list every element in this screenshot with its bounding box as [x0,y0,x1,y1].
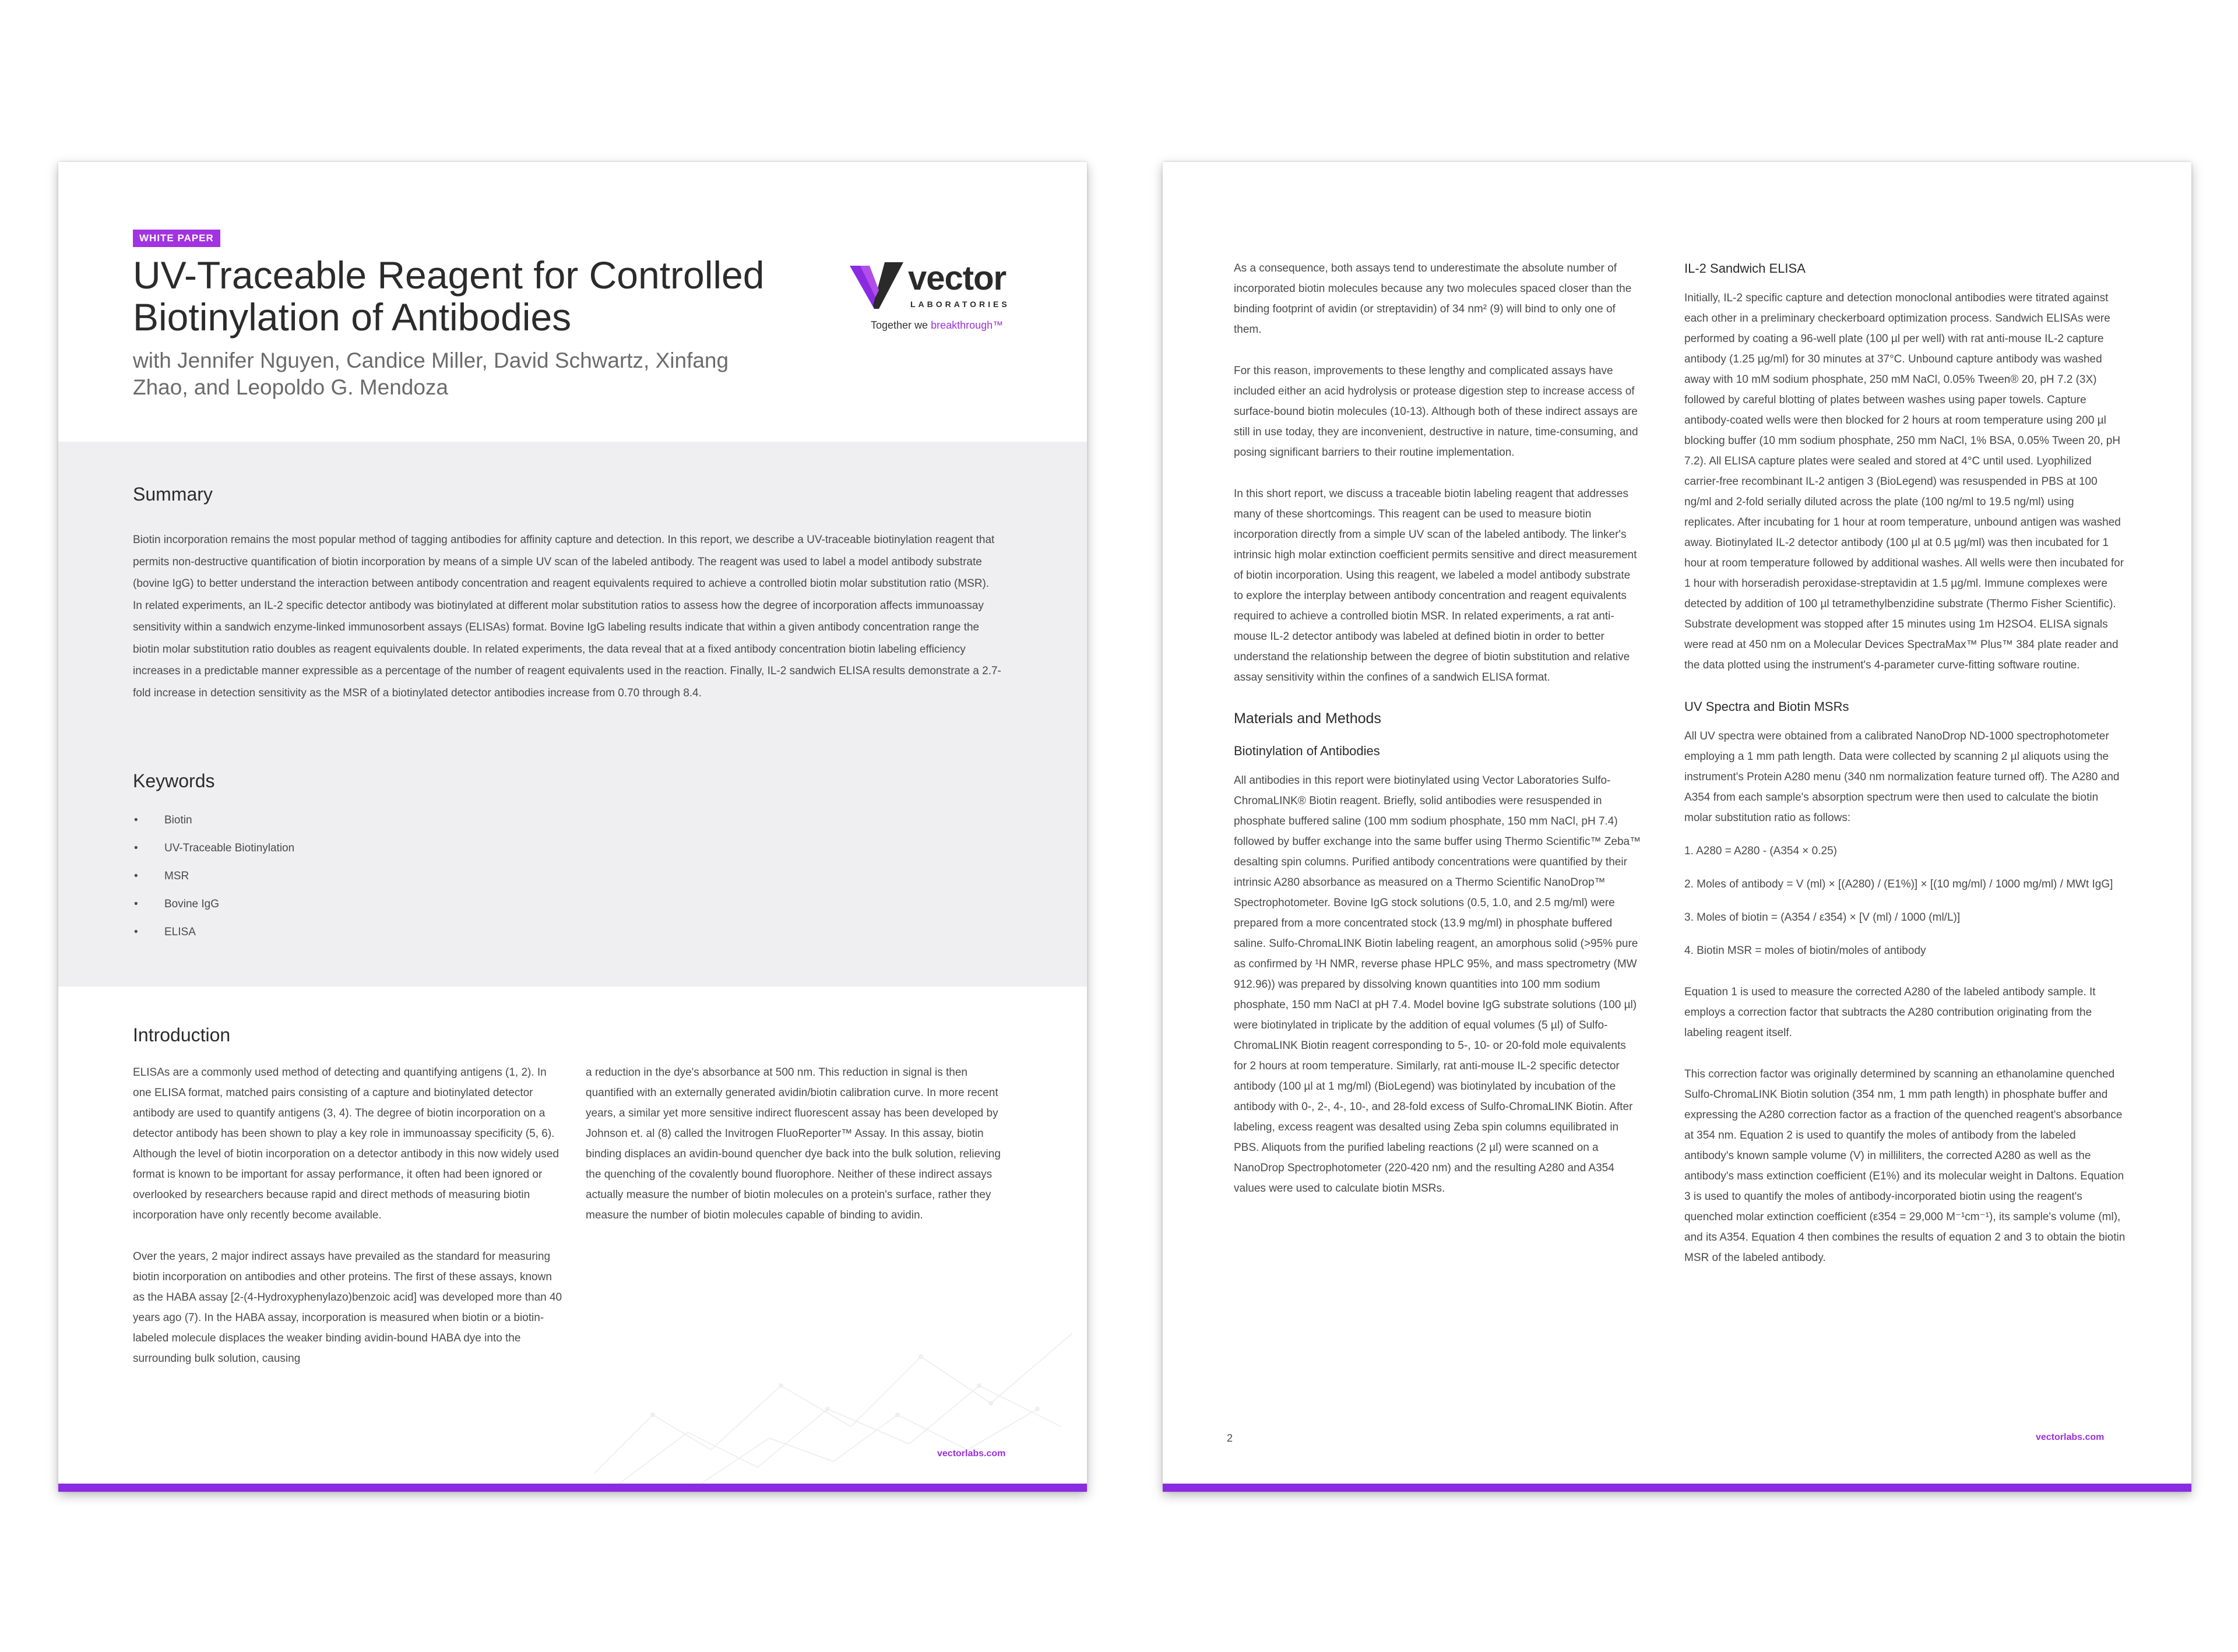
keyword-item: • UV-Traceable Biotinylation [133,834,294,862]
document-page-1 [58,162,1087,1492]
body-paragraph: As a consequence, both assays tend to underestimate the absolute number of incorporated biotin molecules because any two molecules spaced closer than the binding footprint of avidin (or streptavidin) of 34 nm² (9) will bind to only one of them. [1234,262,1632,336]
keyword-item: • MSR [133,862,294,890]
equation-4: 4. Biotin MSR = moles of biotin/moles of antibody [1684,945,1926,957]
white-paper-badge: WHITE PAPER [133,230,220,247]
keywords-heading: Keywords [133,770,215,791]
equation-3: 3. Moles of biotin = (A354 / ε354) × [V (ml) / 1000 (ml/L)] [1684,911,1961,924]
molecule-watermark-graphic [583,1240,1084,1485]
summary-text: Biotin incorporation remains the most popular method of tagging antibodies for affinity capture and detection. In this report, we describe a UV-traceable biotinylation reagent that permits non-destructive quantification of biotin incorporation by means of a simple UV scan of the labeled antibody. The reagent was used to label a model antibody substrate (bovine IgG) to better understand the interaction between antibody concentration and reagent equivalents required to achieve a controlled biotin molar substitution ratio (MSR). In related experiments, an IL-2 specific detector antibody was biotinylated at different molar substitution ratios to assess how the degree of incorporation affects immunoassay sensitivity within a sandwich enzyme-linked immunosorbent assays (ELISAs) format. Bovine IgG labeling results indicate that within a given antibody concentration range the biotin molar substitution ratio doubles as reagent equivalents double. In related experiments, the data reveal that at a fixed antibody concentration biotin labeling efficiency increases in a predictable manner expressible as a percentage of the number of reagent equivalents used in the reaction. Finally, IL-2 sandwich ELISA results demonstrate a 2.7-fold increase in detection sensitivity as the MSR of a biotinylated detector antibodies increase from 0.70 through 8.4. [133,534,1001,699]
body-paragraph: Initially, IL-2 specific capture and detection monoclonal antibodies were titrated against each other in a preliminary checkerboard optimization process. Sandwich ELISAs were performed by coating a 96-well plate (100 µl per well) with rat anti-mouse IL-2 capture antibody (1.25 µg/ml) for 30 minutes at 37°C. Unbound capture antibody was washed away with 10 mM sodium phosphate, 250 mM NaCl, 0.05% Tween® 20, pH 7.2 (3X) followed by careful blotting of plates between washes using paper towels. Capture antibody-coated wells were then blocked for 2 hours at room temperature using 200 µl blocking buffer (10 mm sodium phosphate, 250 mm NaCl, 1% BSA, 0.05% Tween 20, pH 7.2). All ELISA capture plates were sealed and stored at 4°C until used. Lyophilized carrier-free recombinant IL-2 antigen 3 (BioLegend) was resuspended in PBS at 100 ng/ml and 2-fold serially diluted across the plate (100 ng/ml to 19.5 ng/ml) using replicates. After incubating for 1 hour at room temperature, unbound antigen was washed away. Biotinylated IL-2 detector antibody (100 µl at 0.5 µg/ml) was then incubated for 1 hour at room temperature followed by additional washes. All wells were then incubated for 1 hour with horseradish peroxidase-streptavidin at 1.5 µg/ml. Immune complexes were detected by addition of 100 µl tetramethylbenzidine substrate (Thermo Fisher Scientific). Substrate development was stopped after 15 minutes using 1m H2SO4. ELISA signals were read at 450 nm on a Molecular Devices SpectraMax™ Plus™ 384 plate reader and the data plotted using the instrument's 4-parameter curve-fitting software routine. [1684,292,2124,671]
uv-spectra-heading: UV Spectra and Biotin MSRs [1684,699,1849,714]
biotinylation-heading: Biotinylation of Antibodies [1234,744,1380,758]
tagline-prefix: Together we [871,319,931,331]
body-paragraph: For this reason, improvements to these lengthy and complicated assays have included either an acid hydrolysis or protease digestion step to increase access of surface-bound biotin molecules (10-13). Although both of these indirect assays are still in use today, they are inconvenient, destructive in nature, time-consuming, and posing significant barriers to their routine implementation. [1234,365,1638,459]
introduction-column-1 [133,1062,564,1390]
body-paragraph: Equation 1 is used to measure the corrected A280 of the labeled antibody sample. It employs a correction factor that subtracts the A280 contribution originating from the labeling reagent itself. [1684,986,2096,1039]
keyword-item: • Biotin [133,806,294,834]
body-paragraph: All antibodies in this report were biotinylated using Vector Laboratories Sulfo-ChromaLINK® Biotin reagent. Briefly, solid antibodies were resuspended in phosphate buffered saline (100 mm sodium phosphate, 150 mm NaCl, pH 7.4) followed by buffer exchange into the same buffer using Thermo Scientific™ Zeba™ desalting spin columns. Purified antibody concentrations were quantified by their intrinsic A280 absorbance as measured on a Thermo Scientific NanoDrop™ Spectrophotometer. Bovine IgG stock solutions (0.5, 1.0, and 2.5 mg/ml) were prepared from a more concentrated stock (13.9 mg/ml) in phosphate buffered saline. Sulfo-ChromaLINK Biotin labeling reagent, an amorphous solid (>95% pure as confirmed by ¹H NMR, reverse phase HPLC 95%, and mass spectrometry (MW 912.96)) was prepared by dissolving known quantities into 100 mm sodium phosphate, 150 mm NaCl at pH 7.4. Model bovine IgG substrate solutions (100 µl) were biotinylated in triplicate by the addition of equal volumes (5 µl) of Sulfo-ChromaLINK Biotin reagent corresponding to 5-, 10- or 20-fold mole equivalents for 2 hours at room temperature. Similarly, rat anti-mouse IL-2 specific detector antibody (100 µl at 1 mg/ml) (BioLegend) was biotinylated by incubation of the antibody with 0-, 2-, 4-, 10-, and 28-fold excess of Sulfo-ChromaLINK Biotin. After labeling, excess reagent was desalted using Zeba spin columns equilibrated in PBS. Aliquots from the purified labeling reactions (2 µl) were scanned on a NanoDrop Spectrophotometer (220-420 nm) and the resulting A280 and A354 values were used to calculate biotin MSRs. [1234,774,1641,1195]
footer-link[interactable]: vectorlabs.com [937,1449,1006,1459]
il2-elisa-heading: IL-2 Sandwich ELISA [1684,261,1806,276]
page-number: 2 [1227,1432,1233,1444]
equation-2: 2. Moles of antibody = V (ml) × [(A280) / (E1%)] × [(10 mg/ml) / 1000 mg/ml) / MWt IgG] [1684,878,2113,890]
keyword-item: • Bovine IgG [133,890,294,918]
page-bottom-bar [1163,1484,2191,1492]
summary-section [58,442,1087,987]
intro-paragraph: Over the years, 2 major indirect assays have prevailed as the standard for measuring biotin incorporation on antibodies and other proteins. The first of these assays, known as the HABA assay [2-(4-Hydroxyphenylazo)benzoic acid] was developed more than 40 years ago (7). In the HABA assay, incorporation is measured when biotin or a biotin-labeled molecule displaces the weaker binding avidin-bound HABA dye into the surrounding bulk solution, causing [133,1251,562,1365]
intro-paragraph: a reduction in the dye's absorbance at 500 nm. This reduction in signal is then quantified with an externally generated avidin/biotin calibration curve. In more recent years, a similar yet more sensitive indirect fluorescent assay has been developed by Johnson et. al (8) called the Invitrogen FluoReporter™ Assay. In this assay, biotin binding displaces an avidin-bound quencher dye back into the bulk solution, relieving the quenching of the covalently bound fluorophore. Neither of these indirect assays actually measure the number of biotin molecules on a protein's surface, rather they measure the number of biotin molecules capable of binding to avidin. [586,1066,1001,1221]
logo-brand-text: vector [908,259,1007,297]
page2-column-2 [1684,258,2127,1289]
summary-heading: Summary [133,484,213,505]
introduction-column-2 [586,1062,1017,1246]
body-paragraph: All UV spectra were obtained from a calibrated NanoDrop ND-1000 spectrophotometer employing a 1 mm path length. Data were collected by scanning 2 µl aliquots using the instrument's Protein A280 menu (340 nm normalization feature turned off). The A280 and A354 from each sample's absorption spectrum were then used to calculate the biotin molar substitution ratio as follows: [1684,730,2120,824]
logo-tagline [871,319,1003,332]
keyword-item: • ELISA [133,918,294,946]
page2-column-1 [1234,258,1642,1220]
introduction-heading: Introduction [133,1024,231,1045]
body-paragraph: This correction factor was originally determined by scanning an ethanolamine quenched Sulfo-ChromaLINK Biotin solution (354 nm, 1 mm path length) in phosphate buffer and expressing the A280 correction factor as a fraction of the quenched reagent's absorbance at 354 nm. Equation 2 is used to quantify the moles of antibody from the labeled antibody's known sample volume (V) in milliliters, the corrected A280 as well as the antibody's mass extinction coefficient (E1%) and its molecular weight in Daltons. Equation 3 is used to quantify the moles of antibody-incorporated biotin using the reagent's quenched molar extinction coefficient (ε354 = 29,000 M⁻¹cm⁻¹), its sample's volume (ml), and its A354. Equation 4 then combines the results of equation 2 and 3 to obtain the biotin MSR of the labeled antibody. [1684,1068,2126,1264]
tagline-accent: breakthrough™ [931,319,1004,331]
page-bottom-bar [58,1484,1087,1492]
equation-1: 1. A280 = A280 - (A354 × 0.25) [1684,845,1837,857]
vector-logo-mark-icon [850,262,906,311]
footer-link[interactable]: vectorlabs.com [2036,1432,2105,1442]
body-paragraph: In this short report, we discuss a traceable biotin labeling reagent that addresses many of these shortcomings. This reagent can be used to measure biotin incorporation directly from a simple UV scan of the labeled antibody. The linker's intrinsic high molar extinction coefficient permits sensitive and direct measurement of biotin incorporation. Using this reagent, we labeled a model antibody substrate to explore the interplay between antibody concentration and reagent equivalents required to achieve a controlled biotin MSR. In related experiments, a rat anti-mouse IL-2 detector antibody was labeled at defined biotin in order to better understand the relationship between the degree of biotin substitution and relative assay sensitivity within the confines of a sandwich ELISA format. [1234,488,1637,684]
keywords-list [133,806,294,946]
intro-paragraph: ELISAs are a commonly used method of detecting and quantifying antigens (1, 2). In one ELISA format, matched pairs consisting of a capture and biotinylated detector antibody are used to quantify antigens (3, 4). The degree of biotin incorporation on a detector antibody has been shown to play a key role in immunoassay specificity (5, 6). Although the level of biotin incorporation on a detector antibody in this now widely used format is known to be important for assay performance, it often had been ignored or overlooked by researchers because rapid and direct methods of measuring biotin incorporation have only recently become available. [133,1066,559,1221]
document-page-2 [1163,162,2191,1492]
document-authors: with Jennifer Nguyen, Candice Miller, David Schwartz, Xinfang Zhao, and Leopoldo G. Mendoza [133,348,729,399]
materials-methods-heading: Materials and Methods [1234,710,1381,727]
vector-laboratories-logo [850,259,1025,340]
document-title: UV-Traceable Reagent for Controlled Biotinylation of Antibodies [133,253,765,339]
logo-subtitle: LABORATORIES [910,300,1010,309]
